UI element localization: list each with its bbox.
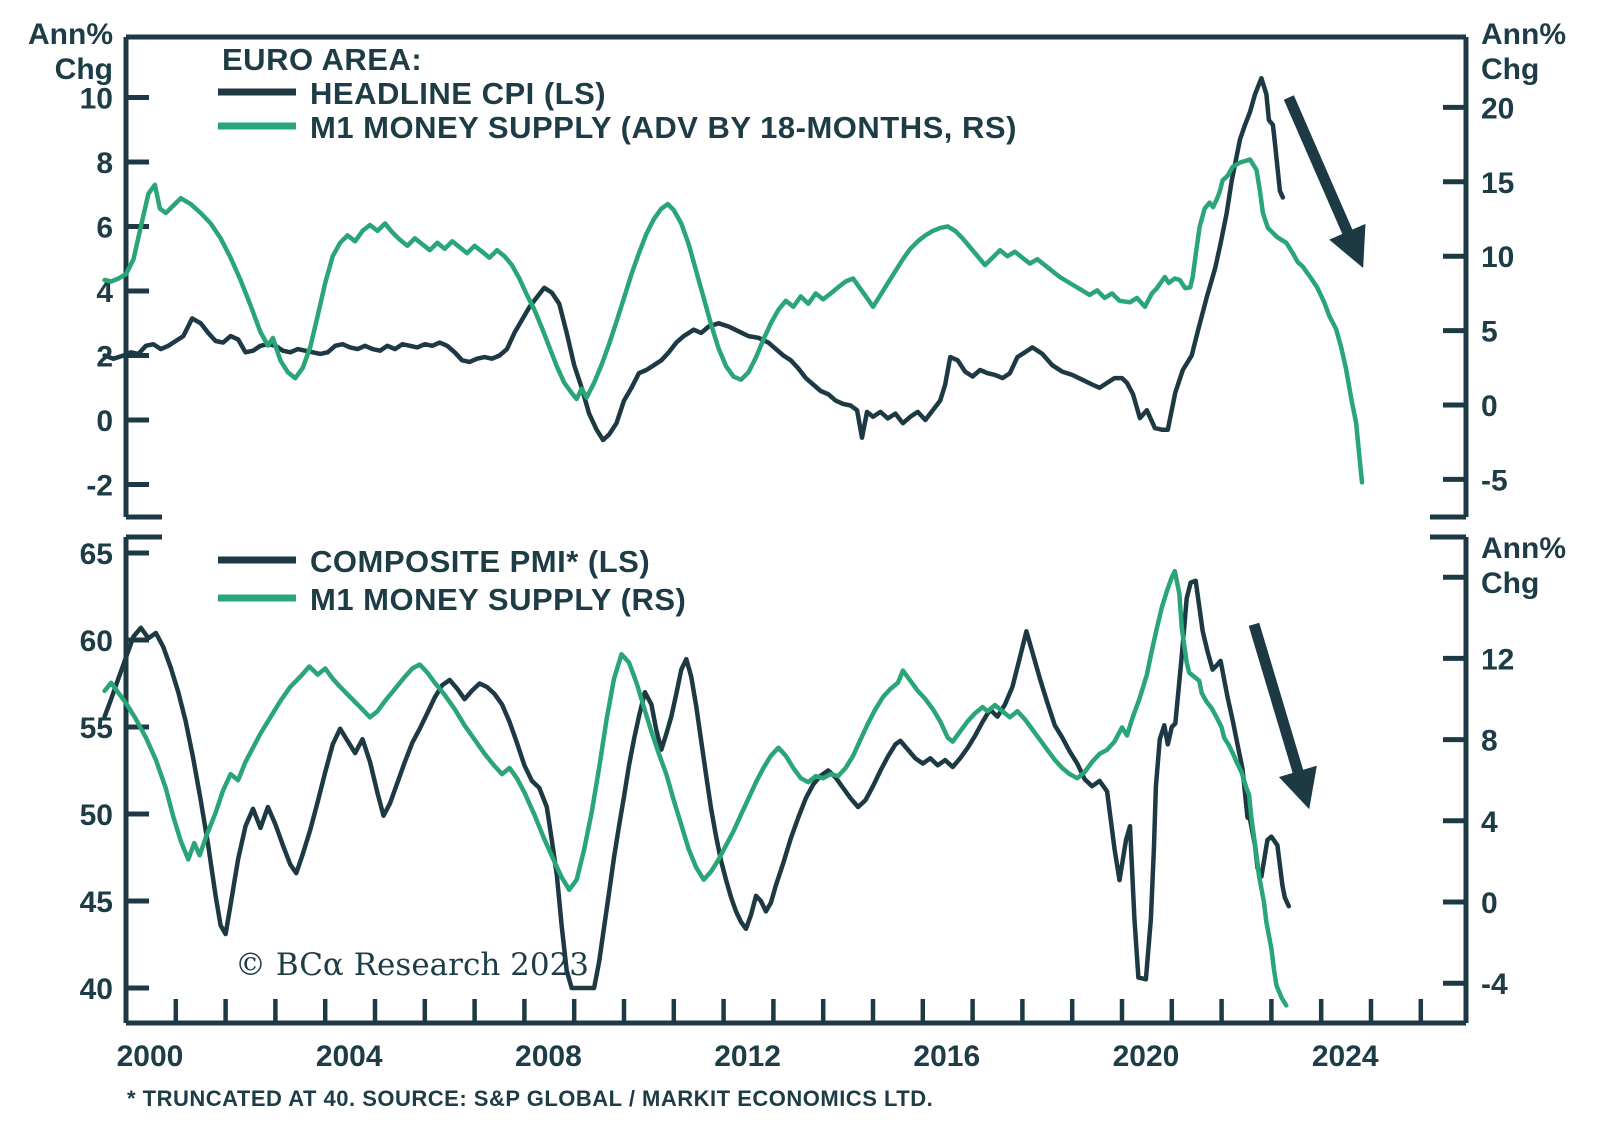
y-axis-tick-label: 65 xyxy=(79,538,113,571)
x-axis-year-label: 2020 xyxy=(1112,1040,1180,1073)
bottom-panel-legend xyxy=(218,544,686,617)
x-axis-year-label: 2000 xyxy=(116,1040,184,1073)
m1-money-supply-adv-by-18-months-line xyxy=(105,160,1362,483)
y-axis-tick-label: -4 xyxy=(1481,968,1508,1002)
y-axis-tick-label: 15 xyxy=(1481,166,1515,200)
bottom-right-axis-unit-line1: Ann% xyxy=(1481,532,1566,565)
y-axis-tick-label: 12 xyxy=(1481,643,1515,677)
legend-heading: EURO AREA: xyxy=(222,42,423,77)
legend-label-m1: M1 MONEY SUPPLY (RS) xyxy=(310,582,687,617)
y-axis-tick-label: 0 xyxy=(1481,390,1498,423)
m1-money-supply-line xyxy=(105,571,1287,1005)
y-axis-tick-label: 5 xyxy=(1481,315,1498,349)
x-axis-year-label: 2008 xyxy=(515,1040,582,1073)
top-right-axis-unit-line1: Ann% xyxy=(1481,18,1566,51)
legend-label-m1-advanced: M1 MONEY SUPPLY (ADV BY 18-MONTHS, RS) xyxy=(310,110,1017,145)
x-axis-year-label: 2004 xyxy=(315,1040,383,1073)
y-axis-tick-label: 8 xyxy=(1481,724,1498,758)
x-axis-year-label: 2024 xyxy=(1311,1040,1379,1073)
legend-label-composite-pmi: COMPOSITE PMI* (LS) xyxy=(310,544,651,579)
bottom-right-axis-unit-line2: Chg xyxy=(1481,567,1540,600)
legend-label-headline-cpi: HEADLINE CPI (LS) xyxy=(310,76,607,111)
y-axis-tick-label: 20 xyxy=(1481,92,1515,126)
y-axis-tick-label: 0 xyxy=(1481,887,1498,920)
y-axis-tick-label: -5 xyxy=(1481,464,1508,498)
y-axis-tick-label: 8 xyxy=(96,147,113,180)
y-axis-tick-label: 40 xyxy=(79,973,113,1006)
y-axis-tick-label: 45 xyxy=(79,886,113,919)
y-axis-tick-label: 50 xyxy=(79,799,113,832)
y-axis-tick-label: 10 xyxy=(79,82,113,116)
y-axis-tick-label: 4 xyxy=(1481,805,1498,839)
top-left-axis-unit-line1: Ann% xyxy=(28,18,113,51)
y-axis-tick-label: 10 xyxy=(1481,241,1515,275)
axis-unit-labels xyxy=(28,18,1566,600)
top-right-axis-unit-line2: Chg xyxy=(1481,53,1540,86)
source-footnote: * TRUNCATED AT 40. SOURCE: S&P GLOBAL / MARKIT ECONOMICS LTD. xyxy=(127,1086,934,1111)
composite-pmi-line xyxy=(105,581,1289,988)
y-axis-tick-label: 60 xyxy=(79,625,113,658)
bca-research-watermark: © BCα Research 2023 xyxy=(235,947,590,983)
y-axis-tick-label: 6 xyxy=(96,211,113,245)
y-axis-tick-label: 4 xyxy=(96,276,113,309)
decline-arrow-icon xyxy=(1289,98,1352,243)
y-axis-tick-label: 0 xyxy=(96,405,113,438)
x-axis-year-label: 2012 xyxy=(714,1040,781,1073)
y-axis-tick-label: -2 xyxy=(86,469,113,503)
x-axis-year-label: 2016 xyxy=(913,1040,981,1073)
decline-arrow-icon xyxy=(1254,624,1301,782)
top-panel-legend xyxy=(218,42,1017,145)
chart-plot-area xyxy=(80,37,1515,1073)
y-axis-tick-label: 55 xyxy=(79,712,113,745)
top-left-axis-unit-line2: Chg xyxy=(54,53,113,86)
y-axis-tick-label: 2 xyxy=(96,340,113,374)
